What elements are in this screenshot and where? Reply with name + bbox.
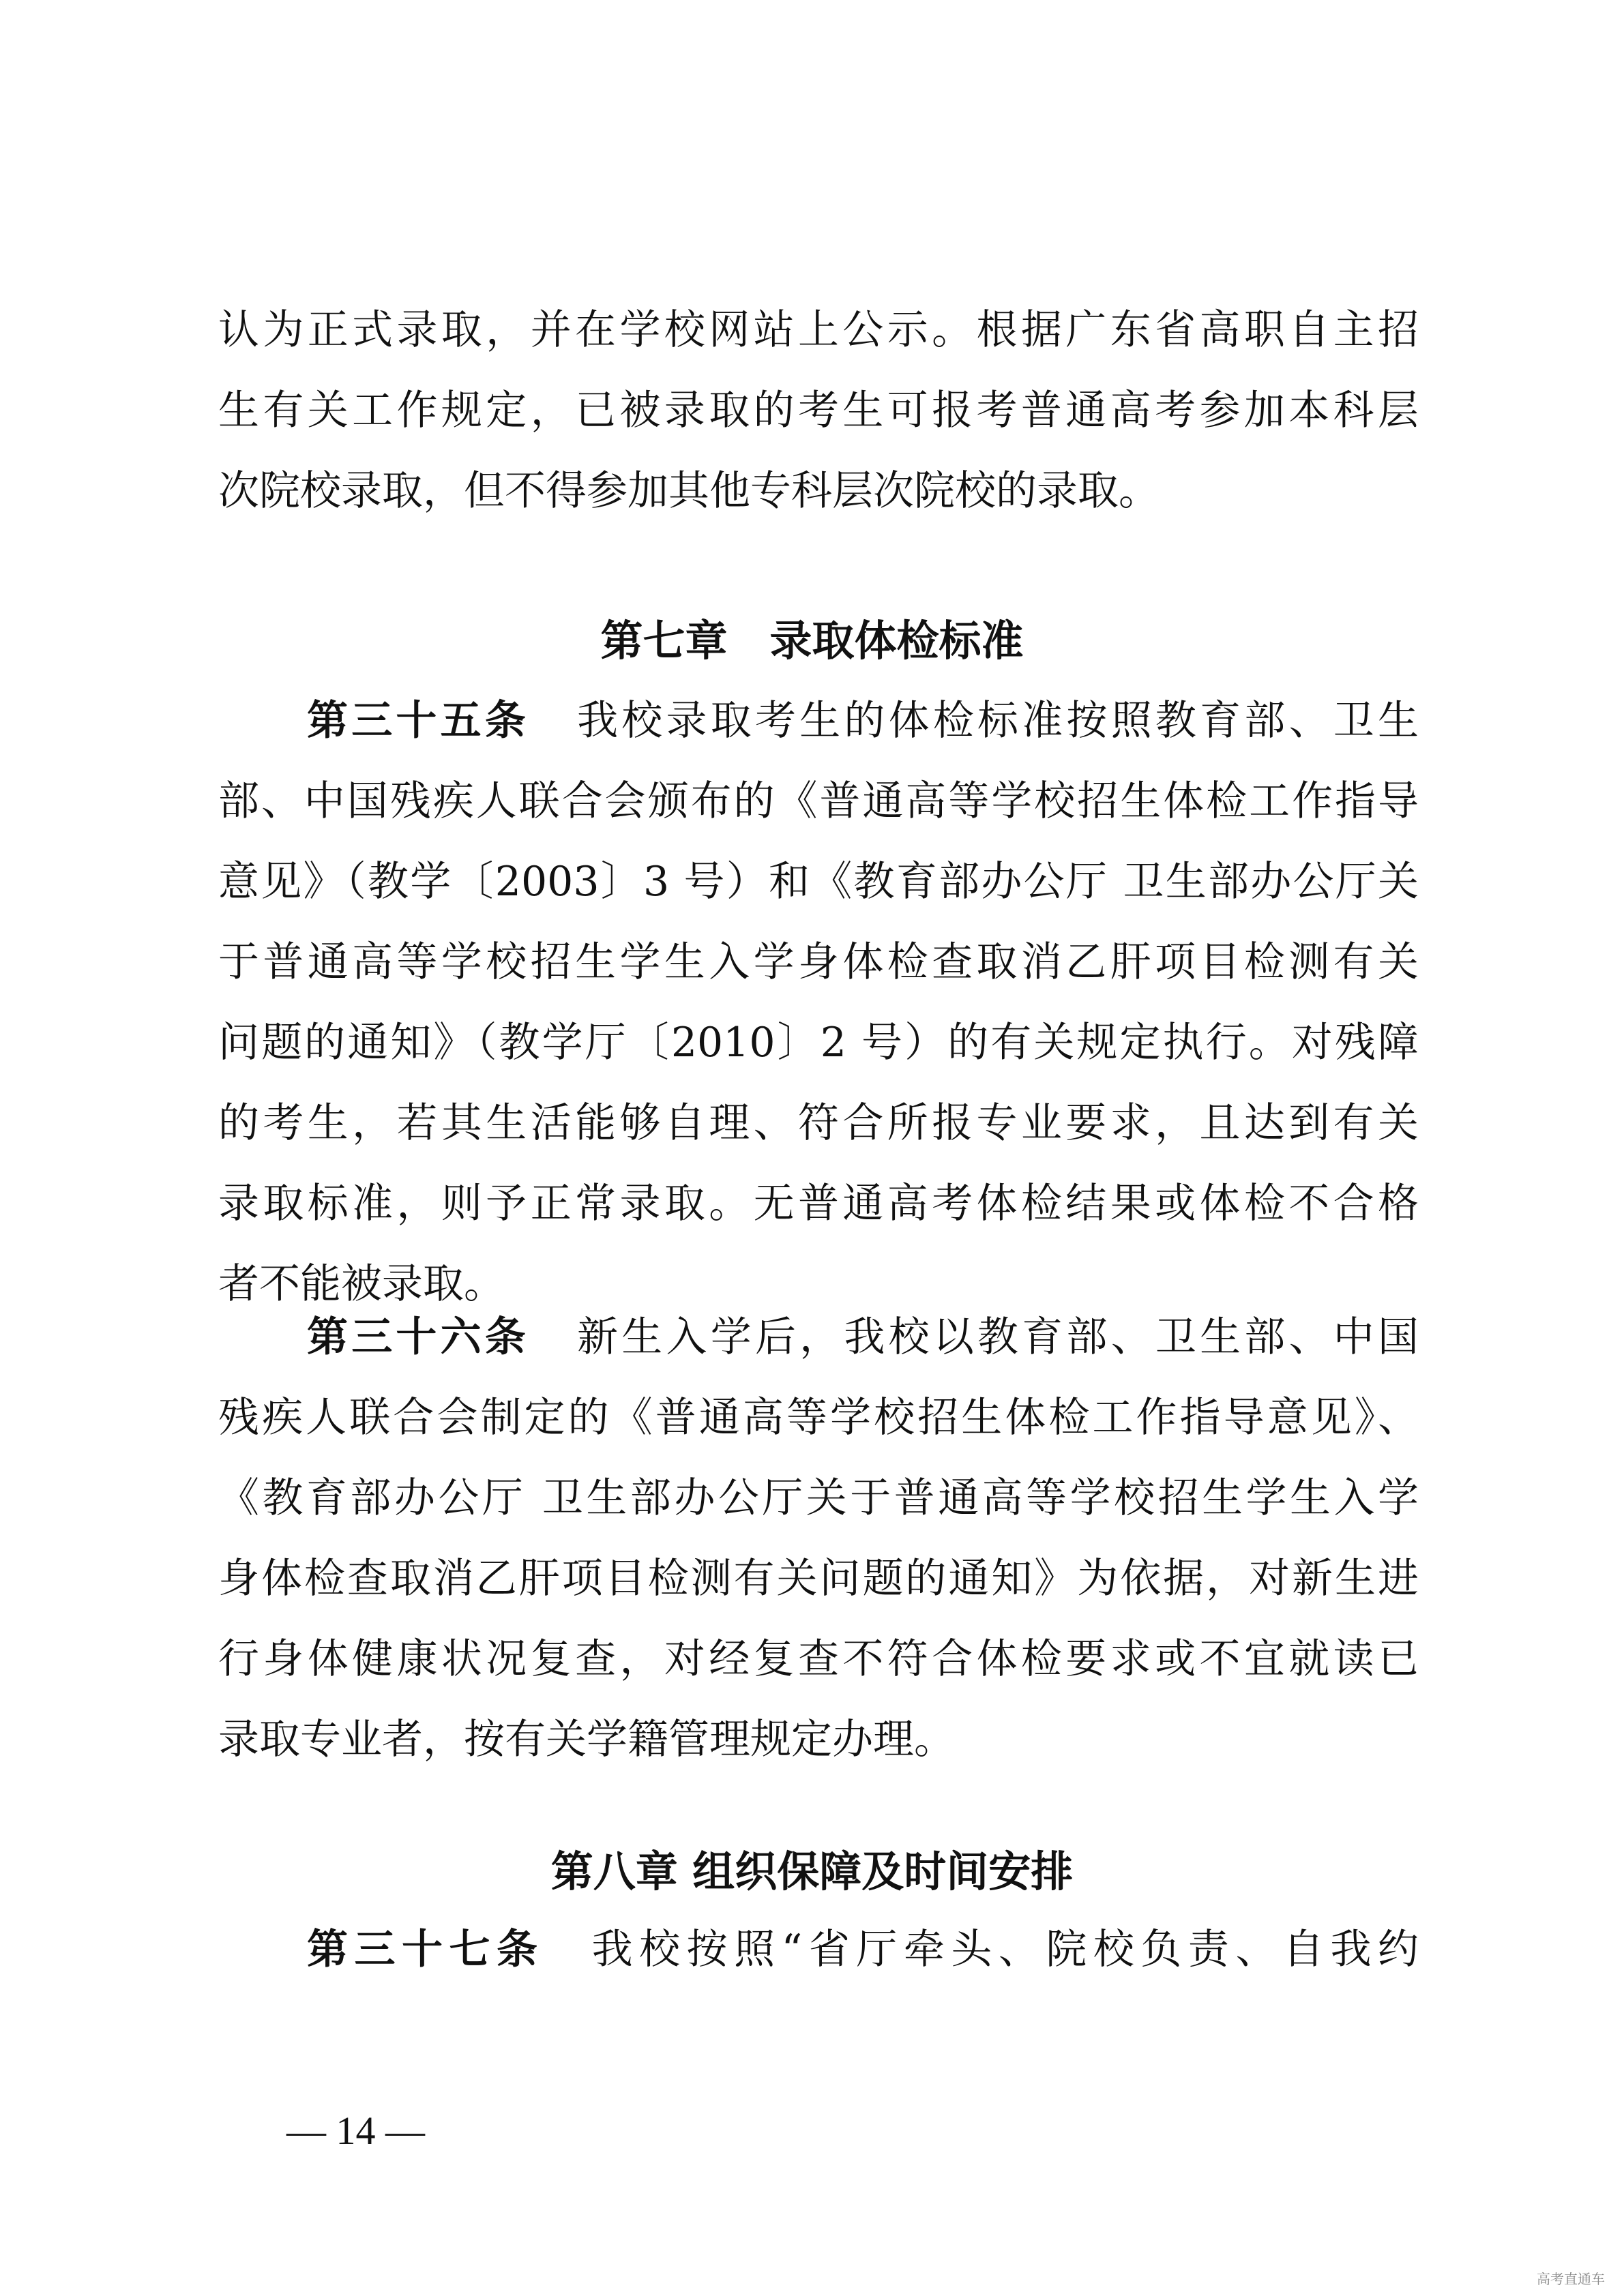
continued-paragraph xyxy=(218,290,1419,531)
article-35 xyxy=(218,681,1419,1324)
article-35-label: 第三十五条 xyxy=(307,697,530,745)
text-line: 行身体健康状况复查，对经复查不符合体检要求或不宜就读已 xyxy=(218,1635,1419,1683)
article-37-label: 第三十七条 xyxy=(307,1926,544,1973)
text-line: 的考生，若其生活能够自理、符合所报专业要求，且达到有关 xyxy=(218,1099,1419,1147)
text-line: 《教育部办公厅 卫生部办公厅关于普通高等学校招生学生入学 xyxy=(218,1474,1419,1522)
page-number: — 14 — xyxy=(286,2108,425,2153)
article-37 xyxy=(218,1909,1419,1990)
chapter-8-title: 第八章 组织保障及时间安排 xyxy=(550,1847,1074,1896)
text-line: 录取标准，则予正常录取。无普通高考体检结果或体检不合格 xyxy=(218,1180,1419,1227)
article-36-first-text: 新生入学后，我校以教育部、卫生部、中国 xyxy=(577,1313,1419,1361)
chapter-7-title: 第七章 录取体检标准 xyxy=(600,616,1024,666)
article-36-label: 第三十六条 xyxy=(307,1313,530,1361)
article-35-first-text: 我校录取考生的体检标准按照教育部、卫生 xyxy=(577,697,1419,745)
text-line: 生有关工作规定，已被录取的考生可报考普通高考参加本科层 xyxy=(218,387,1419,434)
text-line: 者不能被录取。 xyxy=(218,1260,505,1308)
text-line: 残疾人联合会制定的《普通高等学校招生体检工作指导意见》、 xyxy=(218,1394,1419,1442)
article-35-first-line xyxy=(218,681,1419,761)
text-line: 意见》（教学〔2003〕3 号）和《教育部办公厅 卫生部办公厅关 xyxy=(218,858,1419,906)
text-line: 问题的通知》（教学厅〔2010〕2 号）的有关规定执行。对残障 xyxy=(218,1019,1419,1067)
watermark: 高考直通车 xyxy=(1537,2271,1605,2287)
text-line: 录取专业者，按有关学籍管理规定办理。 xyxy=(218,1716,955,1763)
article-37-first-line xyxy=(218,1909,1419,1990)
text-line: 认为正式录取，并在学校网站上公示。根据广东省高职自主招 xyxy=(218,306,1419,354)
text-line: 次院校录取，但不得参加其他专科层次院校的录取。 xyxy=(218,467,1160,515)
text-line: 身体检查取消乙肝项目检测有关问题的通知》为依据，对新生进 xyxy=(218,1555,1419,1602)
text-line: 部、中国残疾人联合会颁布的《普通高等学校招生体检工作指导 xyxy=(218,777,1419,825)
text-line: 于普通高等学校招生学生入学身体检查取消乙肝项目检测有关 xyxy=(218,938,1419,986)
article-37-first-text: 我校按照“省厅牵头、院校负责、自我约 xyxy=(591,1926,1419,1973)
article-36-first-line xyxy=(218,1297,1419,1377)
article-36 xyxy=(218,1297,1419,1780)
